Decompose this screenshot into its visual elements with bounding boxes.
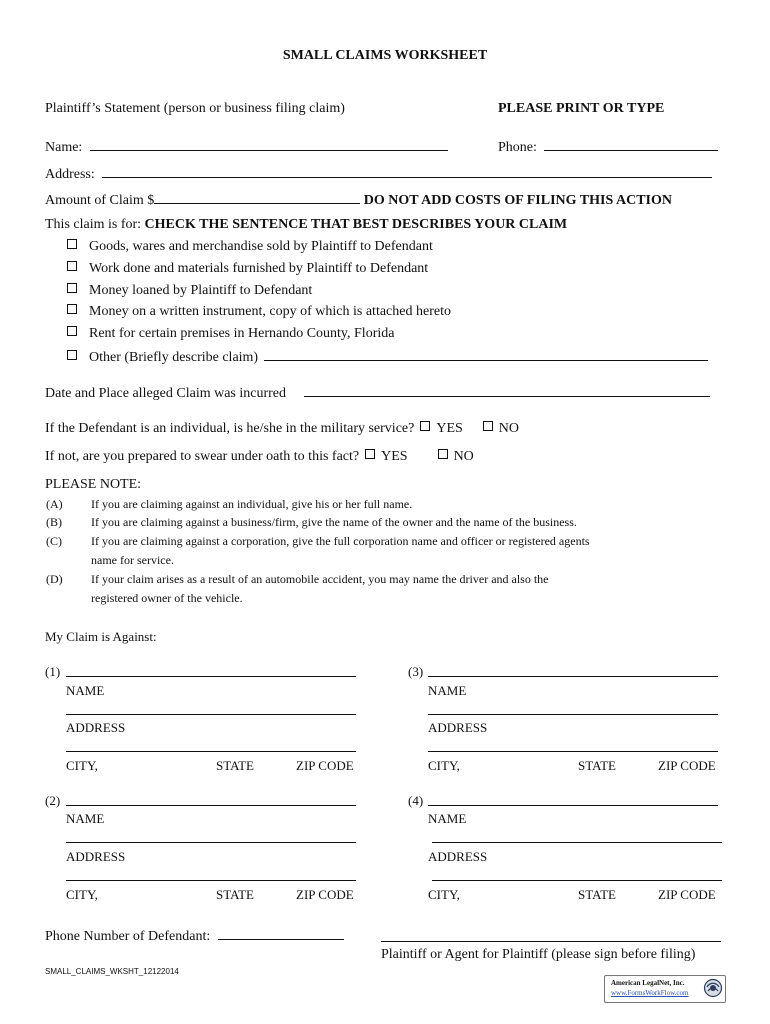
swear-question-label: If not, are you prepared to swear under oath to this fact? (45, 449, 360, 464)
name-field[interactable] (90, 138, 448, 151)
checkbox[interactable] (67, 350, 77, 360)
date-place-field[interactable] (304, 384, 710, 397)
state-caption: STATE (578, 887, 616, 902)
zip-caption: ZIP CODE (296, 758, 354, 773)
claim-for-row (45, 217, 567, 233)
signature-line[interactable] (381, 941, 721, 942)
defendant-city-field[interactable] (428, 751, 718, 752)
claim-option-label: Money loaned by Plaintiff to Defendant (89, 283, 313, 298)
please-note-heading: PLEASE NOTE: (45, 477, 142, 492)
claim-option[interactable] (67, 348, 708, 366)
phone-field[interactable] (544, 138, 718, 151)
city-caption: CITY, (66, 887, 98, 902)
signature-caption: Plaintiff or Agent for Plaintiff (please sign before filing) (381, 947, 696, 962)
note-text: name for service. (91, 553, 174, 567)
note-key: (D) (46, 572, 63, 586)
defendant-number: (2) (45, 793, 61, 808)
state-caption: STATE (578, 758, 616, 773)
claim-option-label: Goods, wares and merchandise sold by Plaintiff to Defendant (89, 239, 433, 254)
amount-row (45, 191, 672, 209)
claim-against-heading: My Claim is Against: (45, 629, 157, 644)
military-question (45, 421, 519, 437)
military-yes-label: YES (436, 421, 463, 436)
date-place-label: Date and Place alleged Claim was incurred (45, 386, 287, 401)
amount-label: Amount of Claim $ (45, 193, 155, 208)
claim-option-label: Work done and materials furnished by Plaintiff to Defendant (89, 261, 429, 276)
address-caption: ADDRESS (428, 720, 488, 735)
claim-option[interactable] (67, 326, 394, 342)
checkbox[interactable] (438, 449, 448, 459)
phone-row (498, 138, 718, 156)
claim-option[interactable] (67, 261, 428, 277)
defendant-address-field[interactable] (66, 714, 356, 715)
zip-caption: ZIP CODE (296, 887, 354, 902)
city-caption: CITY, (428, 758, 460, 773)
form-code: SMALL_CLAIMS_WKSHT_12122014 (45, 967, 179, 976)
defendant-number: (1) (45, 664, 61, 679)
claim-option-label: Rent for certain premises in Hernando County, Florida (89, 326, 395, 341)
swear-yes-label: YES (381, 449, 408, 464)
defendant-address-field[interactable] (428, 714, 718, 715)
note-text: If you are claiming against an individual, give his or her full name. (91, 497, 413, 511)
address-caption: ADDRESS (428, 849, 488, 864)
defendant-phone-row (45, 927, 344, 945)
defendant-name-field[interactable] (66, 805, 356, 806)
page-title: SMALL CLAIMS WORKSHEET (282, 48, 488, 63)
logo-company: American LegalNet, Inc. (611, 979, 685, 987)
military-no-label: NO (498, 421, 520, 436)
state-caption: STATE (216, 887, 254, 902)
swear-question (45, 449, 474, 465)
defendant-phone-label: Phone Number of Defendant: (45, 929, 211, 944)
name-caption: NAME (428, 683, 467, 698)
claim-option[interactable] (67, 283, 312, 299)
address-caption: ADDRESS (66, 849, 126, 864)
checkbox[interactable] (483, 421, 493, 431)
note-key: (B) (46, 515, 62, 529)
military-question-label: If the Defendant is an individual, is he/she in the military service? (45, 421, 415, 436)
defendant-city-field[interactable] (432, 880, 722, 881)
claim-for-instruction: CHECK THE SENTENCE THAT BEST DESCRIBES YOUR CLAIM (144, 217, 568, 232)
defendant-number: (3) (408, 664, 424, 679)
address-caption: ADDRESS (66, 720, 126, 735)
logo-badge (604, 975, 726, 1003)
name-caption: NAME (66, 683, 105, 698)
defendant-number: (4) (408, 793, 424, 808)
address-row (45, 165, 712, 183)
logo-website[interactable]: www.FormsWorkFlow.com (611, 989, 689, 997)
note-text: If your claim arises as a result of an automobile accident, you may name the driver and also the (91, 572, 549, 586)
phone-label: Phone: (498, 140, 537, 155)
claim-option[interactable] (67, 239, 433, 255)
checkbox[interactable] (67, 283, 77, 293)
note-key: (C) (46, 534, 62, 548)
checkbox[interactable] (365, 449, 375, 459)
claim-option-label: Money on a written instrument, copy of which is attached hereto (89, 304, 451, 319)
name-label: Name: (45, 140, 83, 155)
defendant-name-field[interactable] (66, 676, 356, 677)
name-row (45, 138, 448, 156)
amount-field[interactable] (154, 191, 360, 204)
defendant-address-field[interactable] (66, 842, 356, 843)
date-place-row (45, 384, 710, 402)
defendant-address-field[interactable] (432, 842, 722, 843)
note-text: If you are claiming against a business/firm, give the name of the owner and the name of the business. (91, 515, 577, 529)
name-caption: NAME (66, 811, 105, 826)
city-caption: CITY, (66, 758, 98, 773)
checkbox[interactable] (67, 326, 77, 336)
claim-option[interactable] (67, 304, 451, 320)
checkbox[interactable] (420, 421, 430, 431)
defendant-city-field[interactable] (66, 751, 356, 752)
name-caption: NAME (428, 811, 467, 826)
city-caption: CITY, (428, 887, 460, 902)
note-key: (A) (46, 497, 63, 511)
swear-no-label: NO (453, 449, 474, 464)
state-caption: STATE (216, 758, 254, 773)
other-description-field[interactable] (264, 348, 708, 361)
print-or-type: PLEASE PRINT OR TYPE (498, 101, 665, 116)
plaintiff-statement: Plaintiff’s Statement (person or business filing claim) (45, 101, 345, 116)
checkbox[interactable] (67, 304, 77, 314)
zip-caption: ZIP CODE (658, 887, 716, 902)
globe-icon (703, 978, 723, 998)
zip-caption: ZIP CODE (658, 758, 716, 773)
address-label: Address: (45, 167, 95, 182)
address-field[interactable] (102, 165, 712, 178)
defendant-name-field[interactable] (428, 805, 718, 806)
no-costs-warning: DO NOT ADD COSTS OF FILING THIS ACTION (363, 193, 672, 208)
note-text: registered owner of the vehicle. (91, 591, 243, 605)
note-text: If you are claiming against a corporation, give the full corporation name and officer or registered agents (91, 534, 590, 548)
defendant-phone-field[interactable] (218, 927, 344, 940)
claim-for-prefix: This claim is for: (45, 217, 145, 232)
defendant-name-field[interactable] (428, 676, 718, 677)
claim-option-label: Other (Briefly describe claim) (89, 350, 259, 365)
checkbox[interactable] (67, 261, 77, 271)
checkbox[interactable] (67, 239, 77, 249)
defendant-city-field[interactable] (66, 880, 356, 881)
